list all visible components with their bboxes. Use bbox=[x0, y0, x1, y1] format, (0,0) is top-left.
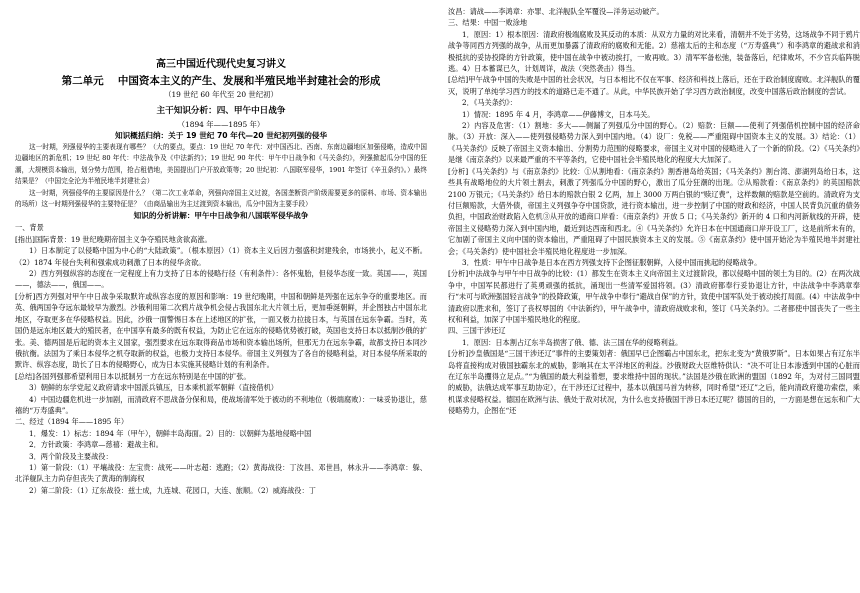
process-stage-2: 2）第二阶段：（1）辽东战役：兹士成，九连城、花园口，大连、旅顺。（2）威海战役：丁 bbox=[29, 485, 316, 495]
result-causes: 1．原因：1）根本原因：清政府极端腐败及其反动的本质：从双方力量的对比来看，清朝并不处于劣势，这场战争不同于鸦片战争等同西方列强的战争，从而更加暴露了清政府的腐败和无能。2）慈禧太后的主和态度（“万寿盛典”）和李鸿章的避战求和消极抵抗的妥协投降的方针政策，使中国在战争中被动挨打，一败再败。3）清军军备松弛，装备落后，纪律败坏，不少官兵临阵脱逃。4）日本蓄谋已久，计划周详，战法（突然袭击）得当。 bbox=[448, 29, 860, 74]
topic-heading: 主干知识分析：四、甲午中日战争 bbox=[156, 106, 286, 116]
period-subtitle: （19 世纪 60 年代至 20 世纪初） bbox=[164, 90, 278, 99]
treaty-heading: 2．《马关条约》： bbox=[462, 98, 517, 108]
overview-heading: 知识概括归纳：关于 19 世纪 70 年代—20 世纪初列强的侵华 bbox=[115, 131, 327, 140]
stage-2-continuation: 汝昌：请战——李鸿章：亦罪、北洋舰队全军覆没—洋务运动破产。 bbox=[448, 7, 664, 16]
overview-paragraph-1: 这一时期，列强侵华的主要表现有哪些？（大的要点，要点：19 世纪 70 年代：对中国西北、西南、东南边疆地区加强侵略，造成中国边疆地区的新危机；19 世纪 80 年代：中法战争及《中法新约》；19 世纪 90 年代：甲午中日战争和《马关条约》，列强掀起瓜分中国的狂潮，大规模资本输出，划分势力范围，抢占租借地，美国提出门户开放政策等；20 世纪初：八国联军侵华，1901 年签订《辛丑条约》。）最终结果是？（中国完全沦为半殖民地半封建社会） bbox=[15, 143, 427, 186]
process-policy: 2．方针政策：李鸿章—慈禧：避战主和。 bbox=[29, 440, 163, 450]
background-analysis: [分析]西方列强对甲午中日战争采取默许或纵容态度的原因和影响：19 世纪晚期，中国和朝鲜是列强在远东争夺的重要地区。而英、俄两国争夺远东最较早为激烈。沙俄利用第二次鸦片战争机会侵占我国东北大片领土后，更加垂涎朝鲜，并企图独占中国东北地区，夺取更多在华侵略权益。因此，沙俄一面警惕日本在上述地区的扩张，一面又极力拉拢日本，与英国在远东争霸。当时，英国仍是远东地区最大的殖民者，在中国享有最多的既有权益，为防止它在远东的侵略优势被打破，英国也支持日本以抵制沙俄的扩张。美、德两国是后起的资本主义国家，强烈要求在远东取得商品市场和资本输出场所，但那无力在远东争霸，故都支持日本同沙俄抗衡。法国为了乘日本侵华之机夺取新的权益，也极力支持日本侵华。帝国主义列强为了各自的侵略利益，对日本侵华所采取的默许、纵容态度，助长了日本的侵略野心，成为日本实施其侵略计划的有利条件。 bbox=[15, 291, 427, 370]
section-background-heading: 一、背景 bbox=[15, 223, 44, 233]
process-stage-1: 1）第一阶段：（1）平壤战役：左宝贵：战死——叶志超：逃跑；（2）黄海战役：丁汝昌、邓世昌，林永升——李鸿章：躲、北洋舰队主力尚存但丧失了黄海的制海权 bbox=[15, 462, 427, 484]
background-point-1: 1）日本制定了以侵略中国为中心的“大陆政策”。（根本原因）（1）资本主义后因力强盛积封建残余，市场狭小，起义不断。（2）1874 年侵台失利和强索成功刺激了日本的侵华贪欲。 bbox=[15, 246, 427, 267]
result-summary: [总结]甲午战争中国的失败是中国的社会状况，与日本相比不仅在军事、经济和科技上落后，还在于政治制度腐败。北洋舰队的覆灭，说明了单纯学习西方的技术的道路已走不通了。从此，中华民族开始了学习西方政治制度，改变中国落后政治制度的尝试。 bbox=[448, 75, 860, 96]
document-title: 高三中国近代现代史复习讲义 bbox=[156, 59, 286, 70]
background-point-3: 3）朝鲜的东学党起义政府请求中国派兵镇压，日本乘机派军朝鲜（直接借机） bbox=[29, 383, 278, 393]
treaty-comparison: [分析]《马关条约》与《南京条约》比较：①从割地看：《南京条约》割香港岛给英国；《马关条约》割台湾、澎湖列岛给日本，这些具有战略地位的大片领土割去，刺激了列强瓜分中国的野心，激出了瓜分狂潮的出现。②从赔款看：《南京条约》的英国赔款 2100 万银元；《马关条约》给日本的赔款白银 2 亿两，加上 3000 万两白银的“赎辽费”，这样数额的赔款是空前的。清政府为支付巨额赔款，大借外债，帝国主义列强争夺中国贷款，进行资本输出，进一步控制了中国的财政和经济，中国人民背负沉重的债务负担，中国政治财政陷入危机③从开放的通商口岸看：《南京条约》开放 5 口；《马关条约》新开的 4 口和内河新航线的开辟，使帝国主义侵略势力深入到中国内地，最近到达西南和西北。④《马关条约》允许日本在中国通商口岸开设工厂，这是前所未有的，它加剧了帝国主义向中国的资本输出，严重阻碍了中国民族资本主义的发展。⑤《南京条约》使中国开始沦为半殖民地半封建社会；《马关条约》使中国社会半殖民地化程度进一步加深。 bbox=[448, 166, 860, 256]
background-point-2: 2）西方列强纵容的态度在一定程度上有力支持了日本的侵略行径（有利条件）：各怀鬼胎，但侵华态度一致。英国——，英国——，德法——，俄国——。 bbox=[15, 269, 427, 290]
background-point-4: 4）中国边疆危机进一步加剧，而清政府不思战备分保和局，使战场清军处于被动的不利地位（极端腐败）：一味妥协退让，慈禧的“万寿盛典”。 bbox=[15, 394, 427, 415]
unit-heading: 第二单元 中国资本主义的产生、发展和半殖民地半封建社会的形成 bbox=[61, 75, 381, 87]
process-stages: 3．两个阶段及主要战役： bbox=[29, 451, 113, 461]
intervention-analysis: [分析]沙皇俄国是“三国干涉还辽”事件的主要策划者：俄国早已企图霸占中国东北，把东北变为“黄俄罗斯”。日本如果占有辽东半岛将直接构成对俄国独霸东北的威胁，影响其在太平洋地区的利益。沙俄财政大臣维特供认：“决不可让日本渗透到中国的心脏而在辽东半岛攫得立足点。”“为俄国的最大利益着想，要求维持中国的现状。”法国是沙俄在欧洲的盟国（1892 年，为对付三国同盟的威胁，法俄达成军事互助协定），在干涉还辽过程中，基本以俄国马首为转移，同时希望“还辽”之后，能向清政府邀功索偿，乘机谋求侵略权益。德国在欧洲与法、俄处于敌对状况，为什么也支持俄国干涉日本还辽呢？德国的目的，一方面是想在远东和广大侵略势力，企图在“还 bbox=[448, 349, 860, 416]
background-summary: [总结]各国列强都希望利用日本以抵制另一方在远东特别是在中国的扩张。 bbox=[15, 371, 251, 381]
treaty-content: 2）内容及危害：（1）割地：多大——侧漏了列强瓜分中国的野心。（2）赔款：巨额——使利了列强借机控制中国的经济命脉。（3）开放：深入——使列强侵略势力深入到中国内地。（4）设厂：免税——严重阻碍中国资本主义的发展。3）结论：（1）《马关条约》反映了帝国主义资本输出、分割势力范围的侵略要求，帝国主义对中国的侵略进入了一个新的阶段。（2）《马关条约》是继《南京条约》以来最严重的不平等条约，它使中国社会半殖民地化的程度大大加深了。 bbox=[448, 121, 860, 165]
section-process-heading: 二、经过（1894 年——1895 年） bbox=[15, 417, 129, 427]
section-result-heading: 三、结果：中国一败涂地 bbox=[448, 18, 528, 28]
right-column bbox=[448, 6, 860, 591]
war-comparison: [分析]中法战争与甲午中日战争的比较：(1）都发生在资本主义向帝国主义过渡阶段，都以侵略中国的领土为目的。(2）在两次战争中，中国军民都进行了英勇顽强的抵抗，涌现出一些清军爱国将领。(3）清政府都奉行妥协退让方针，中法战争中李鸿章奉行“未可与欧洲强国轻言战争”的投降政策，甲午战争中奉行“避战自保”的方针，致使中国军队处于被动挨打局面。(4）中法战争中清政府以胜求和，签订了丧权辱国的《中法新约》，甲午战争中，清政府战败求和，签订《马关条约》。二者都使中国丧失了一些主权和利益，加深了中国半殖民地化的程度。 bbox=[448, 269, 860, 324]
section-intervention-heading: 四、三国干涉还辽 bbox=[448, 326, 506, 336]
left-column bbox=[15, 6, 427, 591]
overview-paragraph-2: 这一时期，列强侵华的主要原因是什么？（第二次工业革命，列强向帝国主义过渡，各国垄断资产阶级需要更多的原料、市场、资本输出的场所）这一时期列强侵华的主要特征是？（由商品输出为主过渡到资本输出，瓜分中国为主要手段） bbox=[15, 188, 427, 209]
treaty-situation: 1）情况：1895 年 4 月，李鸿章——伊藤博文，日本马关。 bbox=[462, 109, 655, 119]
background-note: [指出]国际背景：19 世纪晚期帝国主义争夺殖民地贪欲高涨。 bbox=[15, 234, 212, 244]
intervention-cause: 1．原因：日本割占辽东半岛损害了俄、德、法三国在华的侵略利益。 bbox=[462, 337, 683, 347]
war-nature: 3．性质：甲午中日战争是日本在西方列强支持下企图征服朝鲜，入侵中国而挑起的侵略战争。 bbox=[462, 257, 762, 267]
topic-years: （1894 年——1895 年） bbox=[177, 120, 265, 129]
process-outbreak: 1．爆发：1）标志：1894 年（甲午），朝鲜丰岛海面。2）目的：以朝鲜为基地侵略中国 bbox=[29, 428, 312, 438]
analysis-heading: 知识的分析讲解：甲午中日战争和八国联军侵华战争 bbox=[133, 211, 309, 221]
